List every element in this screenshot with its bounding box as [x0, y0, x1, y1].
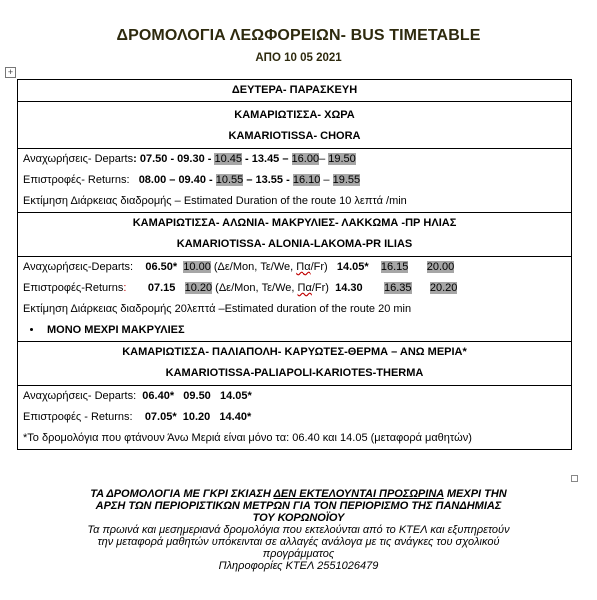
route2-departs-suspended-time: 20.00 [426, 261, 455, 273]
notice-line [40, 488, 557, 500]
route2-departs-days: (Δε/Mon, Τε/We, [210, 261, 297, 273]
notice-underlined-text: ΔΕΝ ΕΚΤΕΛΟΥΝΤΑΙ ΠΡΟΣΩΡΙΝΑ [273, 488, 444, 500]
table-cell [18, 257, 572, 342]
route1-returns-suspended-time: 10.55 [215, 174, 244, 186]
route1-name-en: KAMARIOTISSA- CHORA [228, 130, 361, 142]
route1-returns [23, 170, 566, 191]
route1-departs [23, 149, 566, 170]
table-row [18, 149, 572, 213]
table-move-handle-icon[interactable]: + [5, 67, 16, 78]
route2-departs-suspended-time: 10.00 [183, 261, 211, 273]
route2-returns-day-fri: Πα [297, 282, 312, 294]
route2-returns-colon: : [123, 282, 127, 294]
route1-returns-label: Επιστροφές- Returns: [23, 174, 130, 186]
table-row [18, 102, 572, 149]
route1-returns-time: – 13.55 - [243, 174, 293, 186]
school-note-line: την μεταφορά μαθητών υπόκεινται σε αλλαγές ανάλογα με τις ανάγκες του σχολικού [97, 536, 500, 548]
route3-note: *Το δρομολόγια που φτάνουν Άνω Μεριά είναι μόνο τα: 06.40 και 14.05 (μεταφορά μαθητών) [23, 432, 472, 444]
route1-returns-separator: – [320, 174, 333, 186]
route2-departs-day-fri: Πα [296, 261, 311, 273]
table-resize-handle[interactable] [571, 475, 578, 482]
route1-departs-suspended-time: 10.45 [214, 153, 242, 165]
route2-returns-suspended-time: 16.35 [384, 282, 412, 294]
route1-departs-time: - 13.45 – [242, 153, 292, 165]
table-row [18, 80, 572, 102]
timetable-table [17, 79, 572, 450]
route3-returns [23, 407, 566, 428]
route3-name-gr: ΚΑΜΑΡΙΩΤΙΣΣΑ- ΠΑΛΙΑΠΟΛΗ- ΚΑΡΥΩΤΕΣ-ΘΕΡΜΑ – ΑΝΩ ΜΕΡΙΑ* [122, 346, 467, 358]
route2-returns [23, 278, 566, 299]
route1-departs-label: Αναχωρήσεις- Departs [23, 153, 134, 165]
route1-departs-time: 07.50 - 09.30 - [139, 153, 215, 165]
route1-returns-suspended-time: 16.10 [292, 174, 321, 186]
route2-duration: Εκτίμηση Διάρκειας διαδρομής 20λεπτά –Estimated duration of the route 20 min [23, 303, 412, 315]
notice-line: ΑΡΣΗ ΤΩΝ ΠΕΡΙΟΡΙΣΤΙΚΩΝ ΜΕΤΡΩΝ ΓΙΑ ΤΟΝ ΠΕΡΙΟΡΙΣΜΟ ΤΗΣ ΠΑΝΔΗΜΙΑΣ [95, 500, 502, 512]
table-cell [18, 213, 572, 257]
table-cell [18, 149, 572, 213]
school-note-line: προγράμματος [262, 548, 335, 560]
route2-bullet-list [23, 320, 566, 341]
route2-departs-days-end: /Fr) [310, 261, 328, 273]
route3-departs-times: 06.40* 09.50 14.05* [142, 390, 252, 402]
route1-departs-suspended-time: 16.00 [291, 153, 320, 165]
table-row [18, 386, 572, 450]
route3-returns-label: Επιστροφές - Returns: [23, 411, 133, 423]
route2-returns-days: (Δε/Mon, Τε/We, [212, 282, 298, 294]
table-cell [18, 342, 572, 386]
route2-departs-time: 14.05* [336, 261, 369, 273]
day-heading: ΔΕΥΤΕΡΑ- ΠΑΡΑΣΚΕΥΗ [231, 84, 358, 96]
notice-line: ΤΟΥ ΚΟΡΩΝΟΪΟΥ [252, 512, 345, 524]
route1-returns-suspended-time: 19.55 [332, 174, 361, 186]
route3-departs-label: Αναχωρήσεις- Departs: [23, 390, 137, 402]
page-subtitle: ΑΠΟ 10 05 2021 [255, 52, 342, 64]
route2-returns-days-end: /Fr) [311, 282, 329, 294]
route1-departs-separator: – [319, 153, 329, 165]
route3-name-en: KAMARIOTISSA-PALIAPOLI-KARIOTES-THERMA [165, 367, 424, 379]
route2-departs-label: Αναχωρήσεις-Departs: [23, 261, 134, 273]
school-note-line: Τα πρωινά και μεσημεριανά δρομολόγια που εκτελούνται από το ΚΤΕΛ και εξυπηρετούν [87, 524, 510, 536]
route1-name-gr: ΚΑΜΑΡΙΩΤΙΣΣΑ- ΧΩΡΑ [234, 109, 355, 121]
route2-returns-suspended-time: 20.20 [429, 282, 458, 294]
route2-returns-suspended-time: 10.20 [184, 282, 213, 294]
route1-departs-colon: : [133, 153, 140, 165]
route2-departs [23, 257, 566, 278]
table-row [18, 257, 572, 342]
route1-duration: Εκτίμηση Διάρκειας διαδρομής – Estimated Duration of the route 10 λεπτά /min [23, 195, 407, 207]
table-cell [18, 102, 572, 149]
table-row [18, 342, 572, 386]
route2-departs-time: 06.50* [145, 261, 178, 273]
route2-departs-suspended-time: 16.15 [380, 261, 409, 273]
route2-returns-time: 14.30 [335, 282, 363, 294]
table-row [18, 213, 572, 257]
route3-departs [23, 386, 566, 407]
notice-text: ΤΑ ΔΡΟΜΟΛΟΓΙΑ ΜΕ ΓΚΡΙ ΣΚΙΑΣΗ [90, 488, 274, 500]
table-cell [18, 386, 572, 450]
info-phone-line: Πληροφορίες ΚΤΕΛ 2551026479 [218, 560, 379, 572]
route2-bullet-item: • ΜΟΝΟ ΜΕΧΡΙ ΜΑΚΡΥΛΙΕΣ [43, 320, 566, 341]
notice-text: ΜΕΧΡΙ ΤΗΝ [443, 488, 507, 500]
route2-returns-label: Επιστροφές-Returns [23, 282, 124, 294]
route2-name-gr: ΚΑΜΑΡΙΩΤΙΣΣΑ- ΑΛΩΝΙΑ- ΜΑΚΡΥΛΙΕΣ- ΛΑΚΚΩΜΑ -ΠΡ ΗΛΙΑΣ [132, 217, 457, 229]
table-cell [18, 80, 572, 102]
page-title: ΔΡΟΜΟΛΟΓΙΑ ΛΕΩΦΟΡΕΙΩΝ- BUS TIMETABLE [116, 27, 481, 44]
route3-returns-times: 07.05* 10.20 14.40* [144, 411, 252, 423]
route2-returns-time: 07.15 [147, 282, 176, 294]
route1-departs-suspended-time: 19.50 [328, 153, 356, 165]
footer-notes [40, 488, 557, 572]
route2-name-en: KAMARIOTISSA- ALONIA-LAKOMA-PR ILIAS [176, 238, 413, 250]
route1-returns-time: 08.00 – 09.40 - [138, 174, 216, 186]
